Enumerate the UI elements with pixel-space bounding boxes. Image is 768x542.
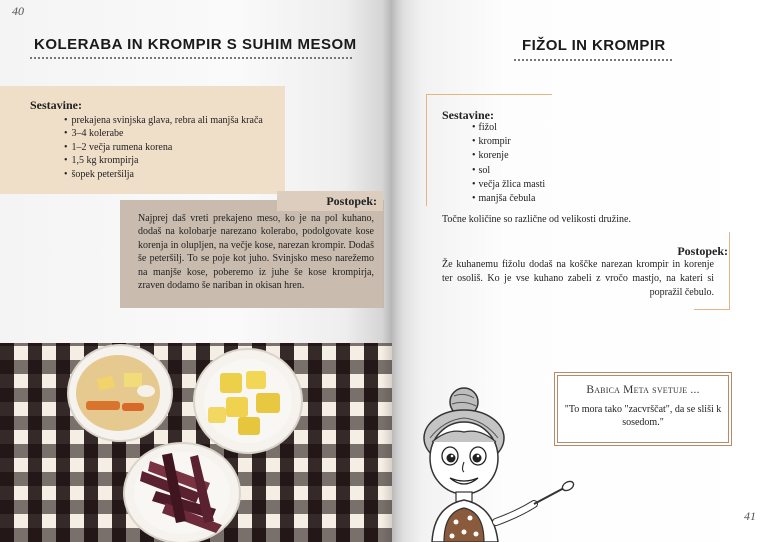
- food-photo-illustration: [0, 343, 392, 542]
- right-ingredients-heading: Sestavine:: [442, 108, 494, 122]
- list-item: • fižol: [472, 121, 545, 135]
- grandma-illustration: [414, 384, 584, 542]
- book-gutter-shadow: [382, 0, 404, 542]
- list-item: • večja žlica masti: [472, 178, 545, 192]
- right-method-heading: Postopek:: [677, 244, 728, 258]
- right-page: [392, 0, 768, 542]
- list-item: • korenje: [472, 149, 545, 163]
- list-item: • sol: [472, 164, 545, 178]
- food-photo: [0, 343, 392, 542]
- list-item: • 1–2 večja rumena korena: [64, 141, 285, 154]
- right-ingredients-list: [472, 121, 545, 206]
- list-item: • šopek peteršilja: [64, 168, 285, 181]
- left-method-text: Najprej daš vreti prekajeno meso, ko je na pol kuhano, dodaš na kolobarje narezano kolerabo, podolgovate kose korenja in olupljen, na večje kose, narezan krompir. Dodaš še peteršilj. To se poje kot juho. Svinjsko meso narežemo na manjše kose, poberemo iz juhe še kose krompirja, zraven dodamo še nariban in okisan hren.: [138, 213, 374, 292]
- left-ingredients-heading: Sestavine:: [30, 98, 82, 112]
- quantity-note: Točne količine so različne od velikosti družine.: [442, 214, 631, 225]
- right-method-text: Že kuhanemu fižolu dodaš na koščke narezan krompir in korenje ter osoliš. Ko je vse kuhano zabeli z vročo mastjo, na kateri si popražil čebulo.: [442, 259, 714, 299]
- left-ingredients-box: [0, 86, 285, 194]
- left-method-box: [120, 200, 384, 308]
- title-divider: [514, 59, 672, 61]
- list-item: • krompir: [472, 135, 545, 149]
- right-recipe-title: FIŽOL IN KROMPIR: [522, 37, 666, 54]
- title-divider: [30, 57, 352, 59]
- left-method-heading: Postopek:: [277, 191, 383, 211]
- left-page-number: 40: [12, 4, 24, 18]
- list-item: • prekajena svinjska glava, rebra ali manjša krača: [64, 114, 285, 127]
- advice-quote: "To mora tako "zacvrščat", da se sliši k sosedom.": [564, 404, 722, 428]
- list-item: • manjša čebula: [472, 192, 545, 206]
- left-recipe-title: KOLERABA IN KROMPIR S SUHIM MESOM: [34, 36, 357, 53]
- list-item: • 1,5 kg krompirja: [64, 154, 285, 167]
- list-item: • 3–4 kolerabe: [64, 127, 285, 140]
- advice-title: Babica Meta svetuje ...: [586, 384, 700, 396]
- right-page-number: 41: [744, 509, 756, 523]
- left-ingredients-list: [64, 114, 285, 181]
